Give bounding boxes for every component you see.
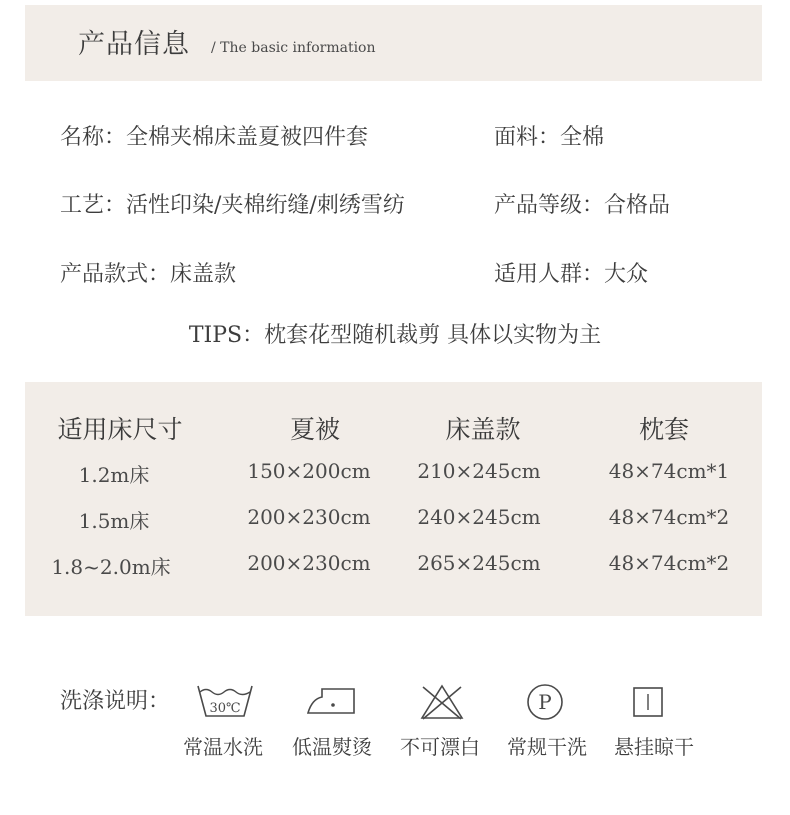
wash-label: 低温熨烫 xyxy=(292,735,372,759)
page-title: 产品信息 xyxy=(78,29,190,60)
product-name: 名称：全棉夹棉床盖夏被四件套 xyxy=(60,125,369,150)
size-cell: 200×230cm xyxy=(247,505,371,529)
size-cell: 1.8~2.0m床 xyxy=(51,555,171,579)
product-grade: 产品等级：合格品 xyxy=(494,193,671,218)
wash-title: 洗涤说明： xyxy=(60,689,171,714)
size-cell: 48×74cm*2 xyxy=(608,505,730,529)
size-cell: 1.2m床 xyxy=(78,463,150,487)
size-cell: 1.5m床 xyxy=(78,509,150,533)
size-cell: 48×74cm*2 xyxy=(608,551,730,575)
dry-clean-letter: P xyxy=(538,690,552,714)
wash-label: 不可漂白 xyxy=(400,735,480,759)
dry-clean-icon xyxy=(526,683,564,721)
size-header: 床盖款 xyxy=(445,415,521,444)
size-cell: 210×245cm xyxy=(417,459,541,483)
wash-label: 悬挂晾干 xyxy=(614,735,694,759)
size-cell: 48×74cm*1 xyxy=(608,459,730,483)
size-cell: 200×230cm xyxy=(247,551,371,575)
no-bleach-icon xyxy=(419,683,465,721)
wash-label: 常温水洗 xyxy=(183,735,263,759)
size-header: 适用床尺寸 xyxy=(57,415,183,444)
product-fabric: 面料：全棉 xyxy=(494,125,605,150)
iron-icon xyxy=(304,685,360,717)
wash-label: 常规干洗 xyxy=(507,735,587,759)
size-header: 枕套 xyxy=(638,415,690,444)
line-dry-icon xyxy=(632,686,664,718)
product-audience: 适用人群：大众 xyxy=(494,262,649,287)
tips-note: TIPS：枕套花型随机裁剪 具体以实物为主 xyxy=(188,323,602,348)
page-subtitle: / The basic information xyxy=(211,40,376,56)
size-cell: 150×200cm xyxy=(247,459,371,483)
product-craft: 工艺：活性印染/夹棉绗缝/刺绣雪纺 xyxy=(60,193,405,218)
wash-tub-icon xyxy=(195,683,255,719)
product-style: 产品款式：床盖款 xyxy=(60,262,237,287)
wash-temp-label: 30℃ xyxy=(209,701,241,716)
size-header: 夏被 xyxy=(289,415,341,444)
size-cell: 240×245cm xyxy=(417,505,541,529)
size-cell: 265×245cm xyxy=(417,551,541,575)
